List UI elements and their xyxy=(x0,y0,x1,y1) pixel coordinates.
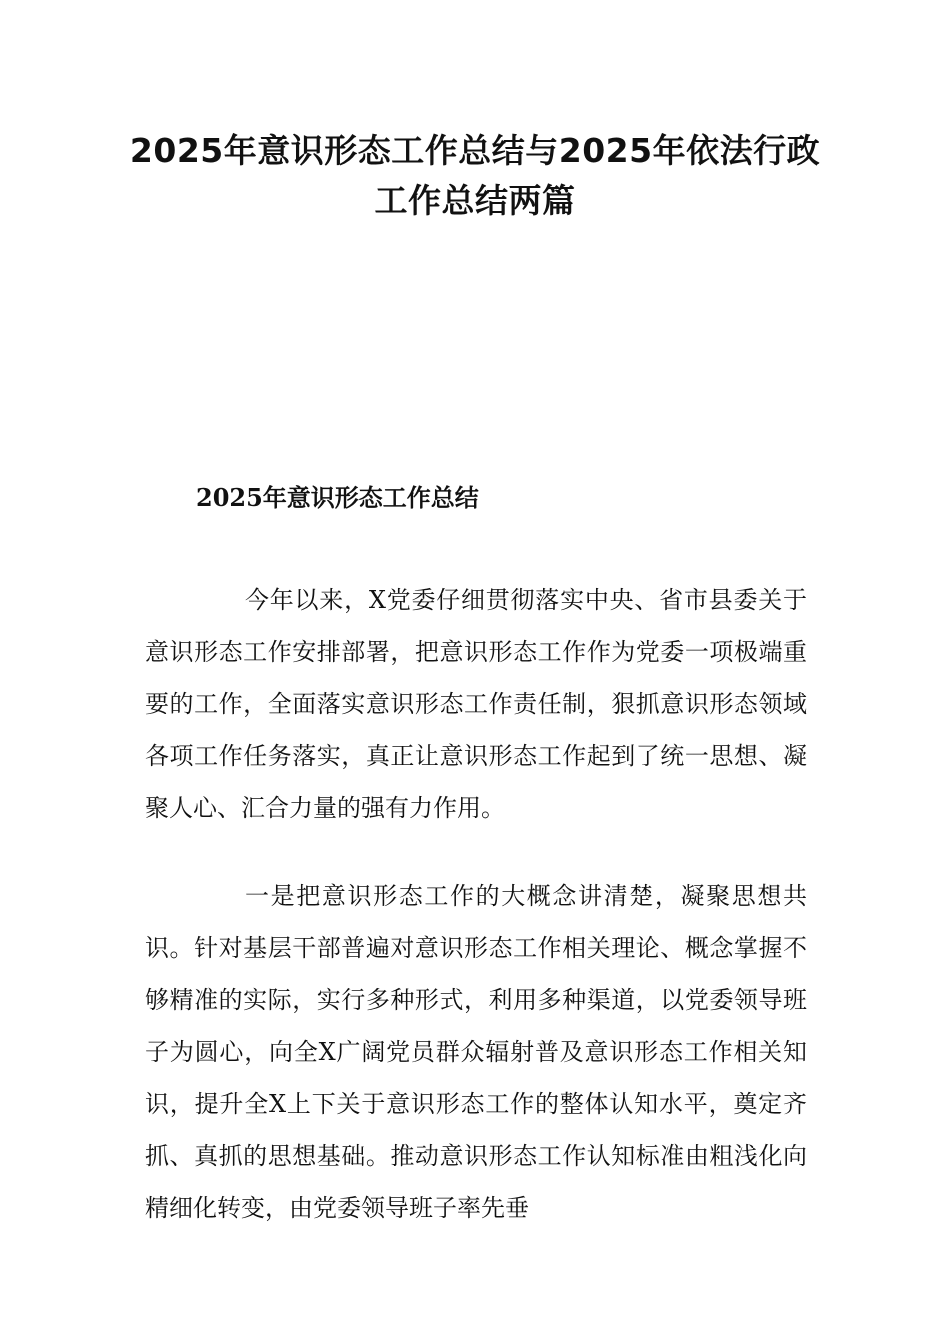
section-heading: 2025年意识形态工作总结 xyxy=(196,483,479,512)
document-title: 2025年意识形态工作总结与2025年依法行政工作总结两篇 xyxy=(129,131,821,220)
body-paragraph: 今年以来，X党委仔细贯彻落实中央、省市县委关于意识形态工作安排部署，把意识形态工作作为党委一项极端重要的工作，全面落实意识形态工作责任制，狠抓意识形态领域各项工作任务落实，真正让意识形态工作起到了统一思想、凝聚人心、汇合力量的强有力作用。 xyxy=(145,586,807,822)
body-paragraph: 一是把意识形态工作的大概念讲清楚，凝聚思想共识。针对基层干部普遍对意识形态工作相关理论、概念掌握不够精准的实际，实行多种形式，利用多种渠道，以党委领导班子为圆心，向全X广阔党员群众辐射普及意识形态工作相关知识，提升全X上下关于意识形态工作的整体认知水平，奠定齐抓、真抓的思想基础。推动意识形态工作认知标准由粗浅化向精细化转变，由党委领导班子率先垂 xyxy=(145,882,807,1222)
